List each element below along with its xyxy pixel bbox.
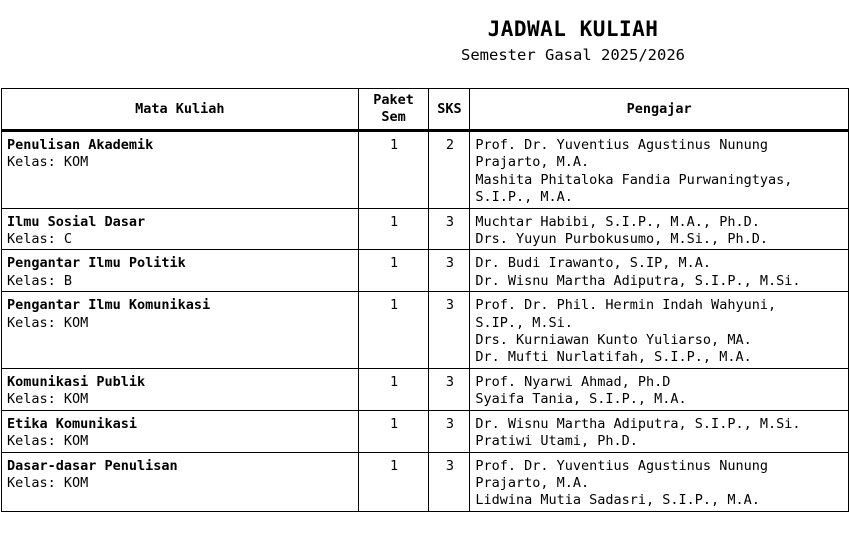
- package-cell: 1: [358, 410, 429, 452]
- table-header-row: [2, 89, 849, 131]
- lecturer-line: Pratiwi Utami, Ph.D.: [475, 433, 638, 450]
- lecturer-line: Prajarto, M.A.: [475, 474, 590, 491]
- course-class: Kelas: KOM: [7, 391, 89, 408]
- schedule-table: [1, 88, 849, 512]
- lecturer-cell: [470, 131, 849, 209]
- lecturer-line: Syaifa Tania, S.I.P., M.A.: [475, 391, 687, 408]
- course-class: Kelas: B: [7, 272, 73, 289]
- course-cell: [2, 131, 359, 209]
- course-class: Kelas: KOM: [7, 433, 89, 450]
- page-subtitle: Semester Gasal 2025/2026: [461, 46, 685, 64]
- lecturer-cell: [470, 452, 849, 511]
- lecturer-cell: [470, 368, 849, 410]
- credits-cell: 3: [429, 292, 470, 369]
- package-cell: 1: [358, 452, 429, 511]
- header-package-line1: Paket: [373, 92, 414, 108]
- lecturer-line: Muchtar Habibi, S.I.P., M.A., Ph.D.: [475, 213, 760, 230]
- credits-cell: 2: [429, 131, 470, 209]
- course-cell: [2, 250, 359, 292]
- course-name: Ilmu Sosial Dasar: [7, 213, 146, 230]
- table-row: [2, 368, 849, 410]
- header-course: [2, 89, 359, 131]
- lecturer-line: Dr. Budi Irawanto, S.IP, M.A.: [475, 255, 712, 272]
- course-name: Etika Komunikasi: [7, 415, 138, 432]
- lecturer-line: Dr. Mufti Nurlatifah, S.I.P., M.A.: [475, 349, 752, 366]
- lecturer-cell: [470, 292, 849, 369]
- course-cell: [2, 410, 359, 452]
- package-cell: 1: [358, 131, 429, 209]
- package-cell: 1: [358, 292, 429, 369]
- course-cell: [2, 452, 359, 511]
- course-name: Dasar-dasar Penulisan: [7, 457, 178, 474]
- credits-cell: 3: [429, 410, 470, 452]
- credits-cell: 3: [429, 452, 470, 511]
- lecturer-cell: [470, 208, 849, 250]
- header-credits-label: SKS: [437, 100, 462, 117]
- credits-cell: 3: [429, 368, 470, 410]
- lecturer-line: Drs. Kurniawan Kunto Yuliarso, MA.: [475, 332, 752, 349]
- lecturer-line: Prof. Dr. Yuventius Agustinus Nunung: [475, 137, 768, 153]
- header-lecturer-label: Pengajar: [626, 100, 692, 117]
- lecturer-line: Prof. Dr. Yuventius Agustinus Nunung: [475, 457, 768, 474]
- lecturer-line: Prof. Nyarwi Ahmad, Ph.D: [475, 373, 671, 390]
- header-credits: [429, 89, 470, 131]
- table-row: [2, 410, 849, 452]
- lecturer-line: Prof. Dr. Phil. Hermin Indah Wahyuni,: [475, 297, 777, 314]
- lecturer-line: Drs. Yuyun Purbokusumo, M.Si., Ph.D.: [475, 231, 768, 248]
- course-name: Pengantar Ilmu Politik: [7, 255, 186, 272]
- table-row: [2, 208, 849, 250]
- lecturer-cell: [470, 410, 849, 452]
- course-class: Kelas: C: [7, 231, 73, 248]
- page-title: JADWAL KULIAH: [487, 17, 659, 41]
- course-class: Kelas: KOM: [7, 474, 89, 491]
- course-name: Komunikasi Publik: [7, 373, 146, 390]
- credits-cell: 3: [429, 250, 470, 292]
- course-name: Penulisan Akademik: [7, 137, 154, 153]
- table-row: [2, 250, 849, 292]
- lecturer-line: Dr. Wisnu Martha Adiputra, S.I.P., M.Si.: [475, 415, 801, 432]
- package-cell: 1: [358, 250, 429, 292]
- course-cell: [2, 292, 359, 369]
- table-row: [2, 452, 849, 511]
- package-cell: 1: [358, 368, 429, 410]
- course-cell: [2, 368, 359, 410]
- course-name: Pengantar Ilmu Komunikasi: [7, 297, 211, 314]
- lecturer-cell: [470, 250, 849, 292]
- course-class: Kelas: KOM: [7, 154, 89, 171]
- course-class: Kelas: KOM: [7, 314, 89, 331]
- lecturer-line: Dr. Wisnu Martha Adiputra, S.I.P., M.Si.: [475, 272, 801, 289]
- header-package: [358, 89, 429, 131]
- lecturer-line: Lidwina Mutia Sadasri, S.I.P., M.A.: [475, 492, 760, 509]
- lecturer-line: Mashita Phitaloka Fandia Purwaningtyas,: [475, 171, 793, 188]
- table-row: [2, 131, 849, 209]
- header-course-label: Mata Kuliah: [135, 100, 225, 117]
- credits-cell: 3: [429, 208, 470, 250]
- course-cell: [2, 208, 359, 250]
- header-package-line2: Sem: [381, 109, 406, 125]
- lecturer-line: S.I.P., M.A.: [475, 189, 573, 206]
- lecturer-line: Prajarto, M.A.: [475, 154, 590, 171]
- header-lecturer: [470, 89, 849, 131]
- package-cell: 1: [358, 208, 429, 250]
- lecturer-line: S.IP., M.Si.: [475, 314, 573, 331]
- table-row: [2, 292, 849, 369]
